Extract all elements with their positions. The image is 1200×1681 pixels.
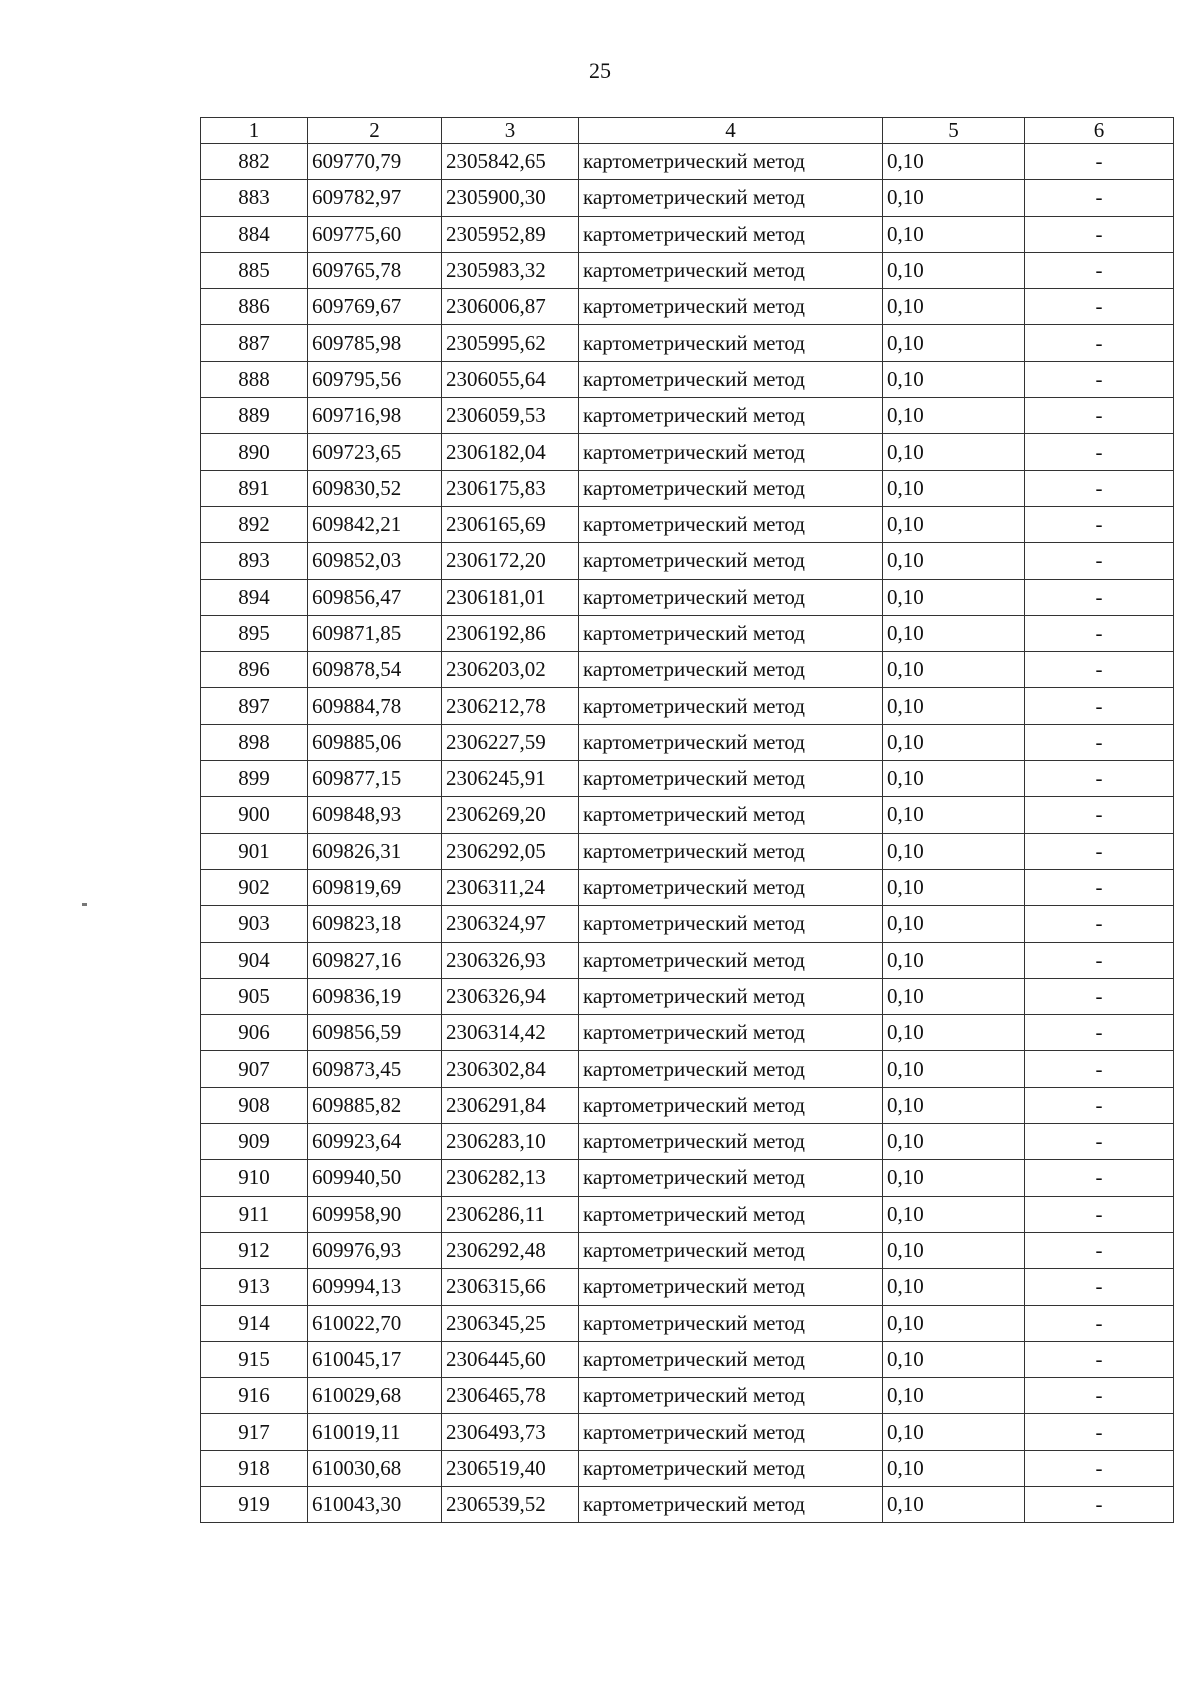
method-cell: картометрический метод — [579, 724, 883, 760]
accuracy-cell: 0,10 — [883, 325, 1025, 361]
accuracy-cell: 0,10 — [883, 1341, 1025, 1377]
table-header-row — [201, 118, 1174, 144]
y-coordinate-cell: 2306245,91 — [442, 761, 579, 797]
x-coordinate-cell: 609782,97 — [308, 180, 442, 216]
method-cell: картометрический метод — [579, 761, 883, 797]
note-cell: - — [1025, 1450, 1174, 1486]
table-row — [201, 1015, 1174, 1051]
method-cell: картометрический метод — [579, 942, 883, 978]
point-number-cell: 915 — [201, 1341, 308, 1377]
method-cell: картометрический метод — [579, 906, 883, 942]
y-coordinate-cell: 2306212,78 — [442, 688, 579, 724]
y-coordinate-cell: 2306286,11 — [442, 1196, 579, 1232]
method-cell: картометрический метод — [579, 398, 883, 434]
x-coordinate-cell: 609885,82 — [308, 1087, 442, 1123]
y-coordinate-cell: 2306519,40 — [442, 1450, 579, 1486]
table-row — [201, 652, 1174, 688]
y-coordinate-cell: 2306326,94 — [442, 978, 579, 1014]
x-coordinate-cell: 609923,64 — [308, 1124, 442, 1160]
table-row — [201, 1160, 1174, 1196]
x-coordinate-cell: 610043,30 — [308, 1486, 442, 1522]
accuracy-cell: 0,10 — [883, 615, 1025, 651]
method-cell: картометрический метод — [579, 1450, 883, 1486]
table-row — [201, 579, 1174, 615]
y-coordinate-cell: 2306165,69 — [442, 506, 579, 542]
note-cell: - — [1025, 506, 1174, 542]
note-cell: - — [1025, 688, 1174, 724]
y-coordinate-cell: 2306181,01 — [442, 579, 579, 615]
note-cell: - — [1025, 252, 1174, 288]
x-coordinate-cell: 609856,47 — [308, 579, 442, 615]
table-row — [201, 1232, 1174, 1268]
x-coordinate-cell: 609848,93 — [308, 797, 442, 833]
accuracy-cell: 0,10 — [883, 398, 1025, 434]
y-coordinate-cell: 2306055,64 — [442, 361, 579, 397]
point-number-cell: 899 — [201, 761, 308, 797]
y-coordinate-cell: 2306175,83 — [442, 470, 579, 506]
note-cell: - — [1025, 978, 1174, 1014]
coordinates-table — [200, 117, 1174, 1523]
x-coordinate-cell: 609775,60 — [308, 216, 442, 252]
y-coordinate-cell: 2306172,20 — [442, 543, 579, 579]
y-coordinate-cell: 2306314,42 — [442, 1015, 579, 1051]
note-cell: - — [1025, 1305, 1174, 1341]
x-coordinate-cell: 609770,79 — [308, 144, 442, 180]
table-row — [201, 252, 1174, 288]
table-row — [201, 906, 1174, 942]
method-cell: картометрический метод — [579, 833, 883, 869]
point-number-cell: 895 — [201, 615, 308, 651]
y-coordinate-cell: 2306291,84 — [442, 1087, 579, 1123]
y-coordinate-cell: 2306445,60 — [442, 1341, 579, 1377]
note-cell: - — [1025, 289, 1174, 325]
x-coordinate-cell: 609878,54 — [308, 652, 442, 688]
note-cell: - — [1025, 724, 1174, 760]
accuracy-cell: 0,10 — [883, 1015, 1025, 1051]
point-number-cell: 900 — [201, 797, 308, 833]
table-row — [201, 1269, 1174, 1305]
note-cell: - — [1025, 1486, 1174, 1522]
note-cell: - — [1025, 1232, 1174, 1268]
point-number-cell: 889 — [201, 398, 308, 434]
y-coordinate-cell: 2306324,97 — [442, 906, 579, 942]
point-number-cell: 888 — [201, 361, 308, 397]
x-coordinate-cell: 609830,52 — [308, 470, 442, 506]
accuracy-cell: 0,10 — [883, 434, 1025, 470]
accuracy-cell: 0,10 — [883, 688, 1025, 724]
x-coordinate-cell: 609873,45 — [308, 1051, 442, 1087]
y-coordinate-cell: 2306311,24 — [442, 869, 579, 905]
method-cell: картометрический метод — [579, 1341, 883, 1377]
y-coordinate-cell: 2306302,84 — [442, 1051, 579, 1087]
table-row — [201, 434, 1174, 470]
accuracy-cell: 0,10 — [883, 833, 1025, 869]
note-cell: - — [1025, 652, 1174, 688]
column-header-6: 6 — [1025, 118, 1174, 144]
y-coordinate-cell: 2305983,32 — [442, 252, 579, 288]
method-cell: картометрический метод — [579, 1087, 883, 1123]
x-coordinate-cell: 609716,98 — [308, 398, 442, 434]
point-number-cell: 894 — [201, 579, 308, 615]
accuracy-cell: 0,10 — [883, 1160, 1025, 1196]
x-coordinate-cell: 609826,31 — [308, 833, 442, 869]
method-cell: картометрический метод — [579, 1232, 883, 1268]
point-number-cell: 905 — [201, 978, 308, 1014]
method-cell: картометрический метод — [579, 216, 883, 252]
table-row — [201, 180, 1174, 216]
method-cell: картометрический метод — [579, 869, 883, 905]
x-coordinate-cell: 609976,93 — [308, 1232, 442, 1268]
point-number-cell: 898 — [201, 724, 308, 760]
y-coordinate-cell: 2306182,04 — [442, 434, 579, 470]
method-cell: картометрический метод — [579, 688, 883, 724]
point-number-cell: 885 — [201, 252, 308, 288]
table-row — [201, 1341, 1174, 1377]
point-number-cell: 903 — [201, 906, 308, 942]
note-cell: - — [1025, 325, 1174, 361]
x-coordinate-cell: 609795,56 — [308, 361, 442, 397]
accuracy-cell: 0,10 — [883, 506, 1025, 542]
method-cell: картометрический метод — [579, 289, 883, 325]
method-cell: картометрический метод — [579, 652, 883, 688]
x-coordinate-cell: 609765,78 — [308, 252, 442, 288]
y-coordinate-cell: 2306292,48 — [442, 1232, 579, 1268]
accuracy-cell: 0,10 — [883, 869, 1025, 905]
column-header-1: 1 — [201, 118, 308, 144]
table-row — [201, 216, 1174, 252]
x-coordinate-cell: 609885,06 — [308, 724, 442, 760]
accuracy-cell: 0,10 — [883, 797, 1025, 833]
y-coordinate-cell: 2306282,13 — [442, 1160, 579, 1196]
y-coordinate-cell: 2305900,30 — [442, 180, 579, 216]
accuracy-cell: 0,10 — [883, 1269, 1025, 1305]
table-row — [201, 1450, 1174, 1486]
table-row — [201, 1051, 1174, 1087]
x-coordinate-cell: 609836,19 — [308, 978, 442, 1014]
accuracy-cell: 0,10 — [883, 1378, 1025, 1414]
table-row — [201, 506, 1174, 542]
y-coordinate-cell: 2306465,78 — [442, 1378, 579, 1414]
point-number-cell: 914 — [201, 1305, 308, 1341]
x-coordinate-cell: 610029,68 — [308, 1378, 442, 1414]
point-number-cell: 896 — [201, 652, 308, 688]
column-header-3: 3 — [442, 118, 579, 144]
method-cell: картометрический метод — [579, 434, 883, 470]
table-row — [201, 978, 1174, 1014]
method-cell: картометрический метод — [579, 361, 883, 397]
point-number-cell: 912 — [201, 1232, 308, 1268]
accuracy-cell: 0,10 — [883, 180, 1025, 216]
accuracy-cell: 0,10 — [883, 1486, 1025, 1522]
method-cell: картометрический метод — [579, 797, 883, 833]
point-number-cell: 884 — [201, 216, 308, 252]
method-cell: картометрический метод — [579, 1196, 883, 1232]
accuracy-cell: 0,10 — [883, 543, 1025, 579]
method-cell: картометрический метод — [579, 144, 883, 180]
x-coordinate-cell: 609769,67 — [308, 289, 442, 325]
y-coordinate-cell: 2306203,02 — [442, 652, 579, 688]
x-coordinate-cell: 609940,50 — [308, 1160, 442, 1196]
point-number-cell: 910 — [201, 1160, 308, 1196]
method-cell: картометрический метод — [579, 579, 883, 615]
table-row — [201, 289, 1174, 325]
accuracy-cell: 0,10 — [883, 470, 1025, 506]
note-cell: - — [1025, 1124, 1174, 1160]
note-cell: - — [1025, 797, 1174, 833]
x-coordinate-cell: 609723,65 — [308, 434, 442, 470]
x-coordinate-cell: 609827,16 — [308, 942, 442, 978]
note-cell: - — [1025, 1341, 1174, 1377]
note-cell: - — [1025, 869, 1174, 905]
table-row — [201, 797, 1174, 833]
accuracy-cell: 0,10 — [883, 978, 1025, 1014]
table-row — [201, 1414, 1174, 1450]
table-row — [201, 724, 1174, 760]
accuracy-cell: 0,10 — [883, 216, 1025, 252]
accuracy-cell: 0,10 — [883, 906, 1025, 942]
note-cell: - — [1025, 361, 1174, 397]
note-cell: - — [1025, 1087, 1174, 1123]
x-coordinate-cell: 610022,70 — [308, 1305, 442, 1341]
table-row — [201, 688, 1174, 724]
point-number-cell: 882 — [201, 144, 308, 180]
table-row — [201, 470, 1174, 506]
method-cell: картометрический метод — [579, 1160, 883, 1196]
accuracy-cell: 0,10 — [883, 761, 1025, 797]
table-row — [201, 398, 1174, 434]
note-cell: - — [1025, 942, 1174, 978]
accuracy-cell: 0,10 — [883, 252, 1025, 288]
x-coordinate-cell: 610019,11 — [308, 1414, 442, 1450]
method-cell: картометрический метод — [579, 1378, 883, 1414]
method-cell: картометрический метод — [579, 543, 883, 579]
method-cell: картометрический метод — [579, 1051, 883, 1087]
y-coordinate-cell: 2306283,10 — [442, 1124, 579, 1160]
x-coordinate-cell: 609842,21 — [308, 506, 442, 542]
table-row — [201, 1305, 1174, 1341]
column-header-2: 2 — [308, 118, 442, 144]
point-number-cell: 916 — [201, 1378, 308, 1414]
note-cell: - — [1025, 833, 1174, 869]
x-coordinate-cell: 609877,15 — [308, 761, 442, 797]
table-row — [201, 833, 1174, 869]
method-cell: картометрический метод — [579, 1414, 883, 1450]
y-coordinate-cell: 2306006,87 — [442, 289, 579, 325]
note-cell: - — [1025, 398, 1174, 434]
table-row — [201, 325, 1174, 361]
x-coordinate-cell: 609785,98 — [308, 325, 442, 361]
x-coordinate-cell: 610030,68 — [308, 1450, 442, 1486]
point-number-cell: 918 — [201, 1450, 308, 1486]
scan-speck — [82, 903, 87, 906]
note-cell: - — [1025, 1414, 1174, 1450]
y-coordinate-cell: 2305952,89 — [442, 216, 579, 252]
accuracy-cell: 0,10 — [883, 289, 1025, 325]
note-cell: - — [1025, 434, 1174, 470]
page-number: 25 — [589, 58, 611, 83]
accuracy-cell: 0,10 — [883, 652, 1025, 688]
point-number-cell: 913 — [201, 1269, 308, 1305]
note-cell: - — [1025, 906, 1174, 942]
point-number-cell: 911 — [201, 1196, 308, 1232]
x-coordinate-cell: 609856,59 — [308, 1015, 442, 1051]
accuracy-cell: 0,10 — [883, 942, 1025, 978]
x-coordinate-cell: 609994,13 — [308, 1269, 442, 1305]
point-number-cell: 892 — [201, 506, 308, 542]
point-number-cell: 907 — [201, 1051, 308, 1087]
point-number-cell: 904 — [201, 942, 308, 978]
x-coordinate-cell: 609871,85 — [308, 615, 442, 651]
x-coordinate-cell: 610045,17 — [308, 1341, 442, 1377]
point-number-cell: 919 — [201, 1486, 308, 1522]
method-cell: картометрический метод — [579, 615, 883, 651]
accuracy-cell: 0,10 — [883, 144, 1025, 180]
point-number-cell: 886 — [201, 289, 308, 325]
table-row — [201, 1378, 1174, 1414]
point-number-cell: 887 — [201, 325, 308, 361]
y-coordinate-cell: 2305995,62 — [442, 325, 579, 361]
accuracy-cell: 0,10 — [883, 1087, 1025, 1123]
point-number-cell: 902 — [201, 869, 308, 905]
y-coordinate-cell: 2305842,65 — [442, 144, 579, 180]
table-body — [201, 144, 1174, 1523]
x-coordinate-cell: 609958,90 — [308, 1196, 442, 1232]
note-cell: - — [1025, 1269, 1174, 1305]
y-coordinate-cell: 2306326,93 — [442, 942, 579, 978]
table-row — [201, 761, 1174, 797]
point-number-cell: 893 — [201, 543, 308, 579]
y-coordinate-cell: 2306345,25 — [442, 1305, 579, 1341]
method-cell: картометрический метод — [579, 1015, 883, 1051]
accuracy-cell: 0,10 — [883, 724, 1025, 760]
note-cell: - — [1025, 579, 1174, 615]
accuracy-cell: 0,10 — [883, 1051, 1025, 1087]
accuracy-cell: 0,10 — [883, 1450, 1025, 1486]
x-coordinate-cell: 609823,18 — [308, 906, 442, 942]
note-cell: - — [1025, 180, 1174, 216]
y-coordinate-cell: 2306227,59 — [442, 724, 579, 760]
table-row — [201, 615, 1174, 651]
method-cell: картометрический метод — [579, 1269, 883, 1305]
column-header-5: 5 — [883, 118, 1025, 144]
accuracy-cell: 0,10 — [883, 1305, 1025, 1341]
table-row — [201, 1087, 1174, 1123]
point-number-cell: 883 — [201, 180, 308, 216]
table-row — [201, 869, 1174, 905]
note-cell: - — [1025, 216, 1174, 252]
point-number-cell: 891 — [201, 470, 308, 506]
note-cell: - — [1025, 470, 1174, 506]
y-coordinate-cell: 2306269,20 — [442, 797, 579, 833]
point-number-cell: 908 — [201, 1087, 308, 1123]
method-cell: картометрический метод — [579, 252, 883, 288]
note-cell: - — [1025, 615, 1174, 651]
x-coordinate-cell: 609884,78 — [308, 688, 442, 724]
note-cell: - — [1025, 1378, 1174, 1414]
accuracy-cell: 0,10 — [883, 1196, 1025, 1232]
table-row — [201, 144, 1174, 180]
y-coordinate-cell: 2306493,73 — [442, 1414, 579, 1450]
point-number-cell: 906 — [201, 1015, 308, 1051]
note-cell: - — [1025, 761, 1174, 797]
note-cell: - — [1025, 543, 1174, 579]
x-coordinate-cell: 609852,03 — [308, 543, 442, 579]
method-cell: картометрический метод — [579, 325, 883, 361]
method-cell: картометрический метод — [579, 1486, 883, 1522]
table-row — [201, 942, 1174, 978]
method-cell: картометрический метод — [579, 1305, 883, 1341]
x-coordinate-cell: 609819,69 — [308, 869, 442, 905]
method-cell: картометрический метод — [579, 1124, 883, 1160]
y-coordinate-cell: 2306539,52 — [442, 1486, 579, 1522]
point-number-cell: 917 — [201, 1414, 308, 1450]
point-number-cell: 897 — [201, 688, 308, 724]
y-coordinate-cell: 2306192,86 — [442, 615, 579, 651]
y-coordinate-cell: 2306059,53 — [442, 398, 579, 434]
y-coordinate-cell: 2306292,05 — [442, 833, 579, 869]
method-cell: картометрический метод — [579, 180, 883, 216]
note-cell: - — [1025, 1160, 1174, 1196]
note-cell: - — [1025, 1196, 1174, 1232]
column-header-4: 4 — [579, 118, 883, 144]
method-cell: картометрический метод — [579, 470, 883, 506]
note-cell: - — [1025, 1051, 1174, 1087]
accuracy-cell: 0,10 — [883, 1232, 1025, 1268]
accuracy-cell: 0,10 — [883, 1414, 1025, 1450]
y-coordinate-cell: 2306315,66 — [442, 1269, 579, 1305]
method-cell: картометрический метод — [579, 978, 883, 1014]
note-cell: - — [1025, 144, 1174, 180]
accuracy-cell: 0,10 — [883, 1124, 1025, 1160]
point-number-cell: 909 — [201, 1124, 308, 1160]
accuracy-cell: 0,10 — [883, 579, 1025, 615]
table-row — [201, 1196, 1174, 1232]
table-row — [201, 1124, 1174, 1160]
note-cell: - — [1025, 1015, 1174, 1051]
table-row — [201, 361, 1174, 397]
point-number-cell: 890 — [201, 434, 308, 470]
accuracy-cell: 0,10 — [883, 361, 1025, 397]
point-number-cell: 901 — [201, 833, 308, 869]
table-row — [201, 543, 1174, 579]
table-row — [201, 1486, 1174, 1522]
method-cell: картометрический метод — [579, 506, 883, 542]
